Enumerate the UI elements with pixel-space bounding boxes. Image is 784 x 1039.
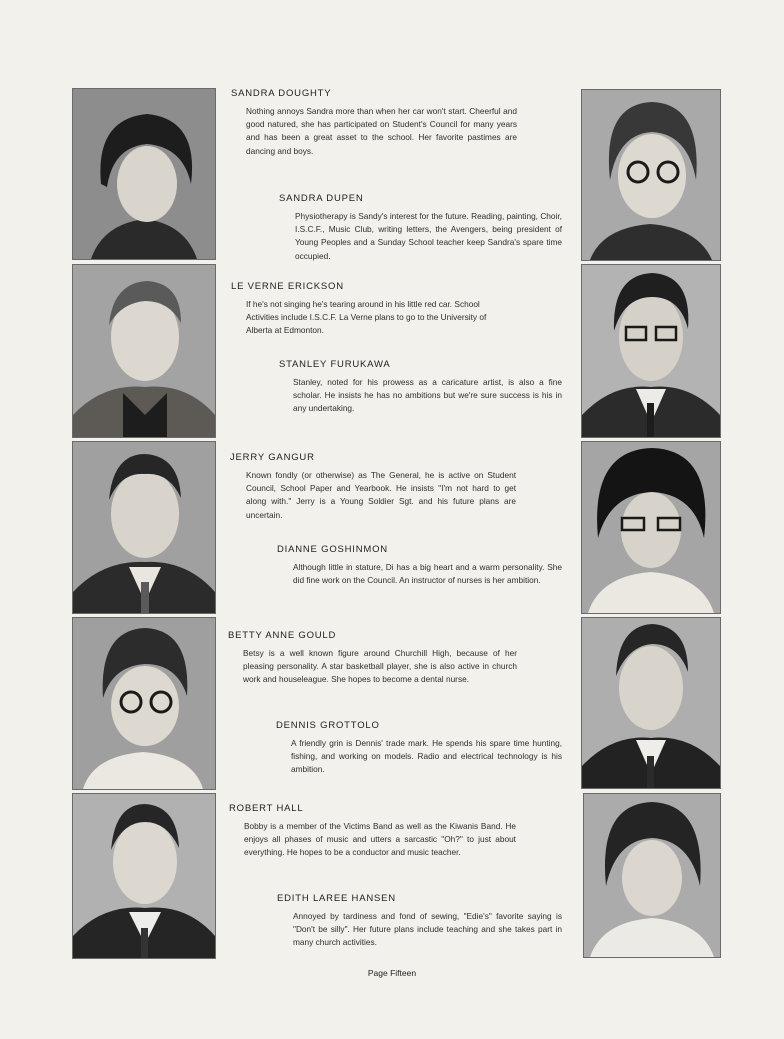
student-name: JERRY GANGUR — [230, 452, 315, 463]
entry-dennis-grottolo — [276, 720, 562, 777]
portrait-photo-stanley-furukawa — [581, 264, 721, 438]
entry-jerry-gangur — [230, 452, 516, 522]
portrait-photo-robert-hall — [72, 793, 216, 959]
entry-dianne-goshinmon — [277, 544, 562, 587]
student-name: LE VERNE ERICKSON — [231, 281, 344, 292]
student-bio: Stanley, noted for his prowess as a caricature artist, is also a fine scholar. He insists he has no ambitions but we're sure success is his in any undertaking. — [293, 377, 562, 414]
portrait-photo-dennis-grottolo — [581, 617, 721, 789]
student-bio: Although little in stature, Di has a big heart and a warm personality. She did fine work on the Council. An instructor of nurses is her ambition. — [293, 562, 562, 586]
portrait-photo-sandra-dupen — [581, 89, 721, 261]
student-name: SANDRA DOUGHTY — [231, 88, 332, 99]
student-bio: If he's not singing he's tearing around in his little red car. School Activities include I.S.C.F. La Verne plans to go to the University of Alberta at Edmonton. — [246, 299, 487, 336]
student-bio: A friendly grin is Dennis' trade mark. He spends his spare time hunting, fishing, and working on models. Radio and electrical technology is his ambition. — [291, 738, 562, 775]
entry-sandra-dupen — [279, 193, 562, 263]
student-name: STANLEY FURUKAWA — [279, 359, 391, 370]
portrait-photo-betty-anne-gould — [72, 617, 216, 790]
entry-le-verne-erickson — [231, 281, 507, 338]
entry-stanley-furukawa — [279, 359, 562, 416]
entry-robert-hall — [229, 803, 516, 860]
entry-sandra-doughty — [231, 88, 517, 158]
entry-edith-laree-hansen — [277, 893, 562, 950]
student-bio: Betsy is a well known figure around Churchill High, because of her pleasing personality. A star basketball player, she is also active in church work and houseleague. She hopes to become a dental nurse. — [243, 648, 517, 685]
student-name: EDITH LAREE HANSEN — [277, 893, 396, 904]
portrait-photo-sandra-doughty — [72, 88, 216, 260]
student-name: ROBERT HALL — [229, 803, 304, 814]
page-number: Page Fifteen — [367, 968, 417, 978]
student-name: DENNIS GROTTOLO — [276, 720, 380, 731]
portrait-photo-le-verne-erickson — [72, 264, 216, 438]
student-name: SANDRA DUPEN — [279, 193, 364, 204]
portrait-photo-dianne-goshinmon — [581, 441, 721, 614]
student-bio: Annoyed by tardiness and fond of sewing, "Edie's" favorite saying is "Don't be silly". Her future plans include teaching and she takes part in many church activities. — [293, 911, 562, 948]
student-bio: Known fondly (or otherwise) as The General, he is active on Student Council, School Paper and Yearbook. He insists "I'm not hard to get along with." Jerry is a Young Soldier Sgt. and his future plans are uncertain. — [246, 470, 516, 520]
student-bio: Nothing annoys Sandra more than when her car won't start. Cheerful and good natured, she has participated on Student's Council for many years and has been a great asset to the school. Her favorite pastimes are dancing and boys. — [246, 106, 517, 156]
student-bio: Physiotherapy is Sandy's interest for the future. Reading, painting, Choir, I.S.C.F., Music Club, writing letters, the Avengers, being president of Young Peoples and a Sunday School teacher keep Sandra's spare time occupied. — [295, 211, 562, 261]
student-bio: Bobby is a member of the Victims Band as well as the Kiwanis Band. He enjoys all phases of music and utters a sarcastic "Oh?" to just about everything. He hopes to be a conductor and music teacher. — [244, 821, 516, 858]
portrait-photo-edith-laree-hansen — [583, 793, 721, 958]
student-name: BETTY ANNE GOULD — [228, 630, 337, 641]
portrait-photo-jerry-gangur — [72, 441, 216, 614]
student-name: DIANNE GOSHINMON — [277, 544, 388, 555]
entry-betty-anne-gould — [228, 630, 517, 687]
